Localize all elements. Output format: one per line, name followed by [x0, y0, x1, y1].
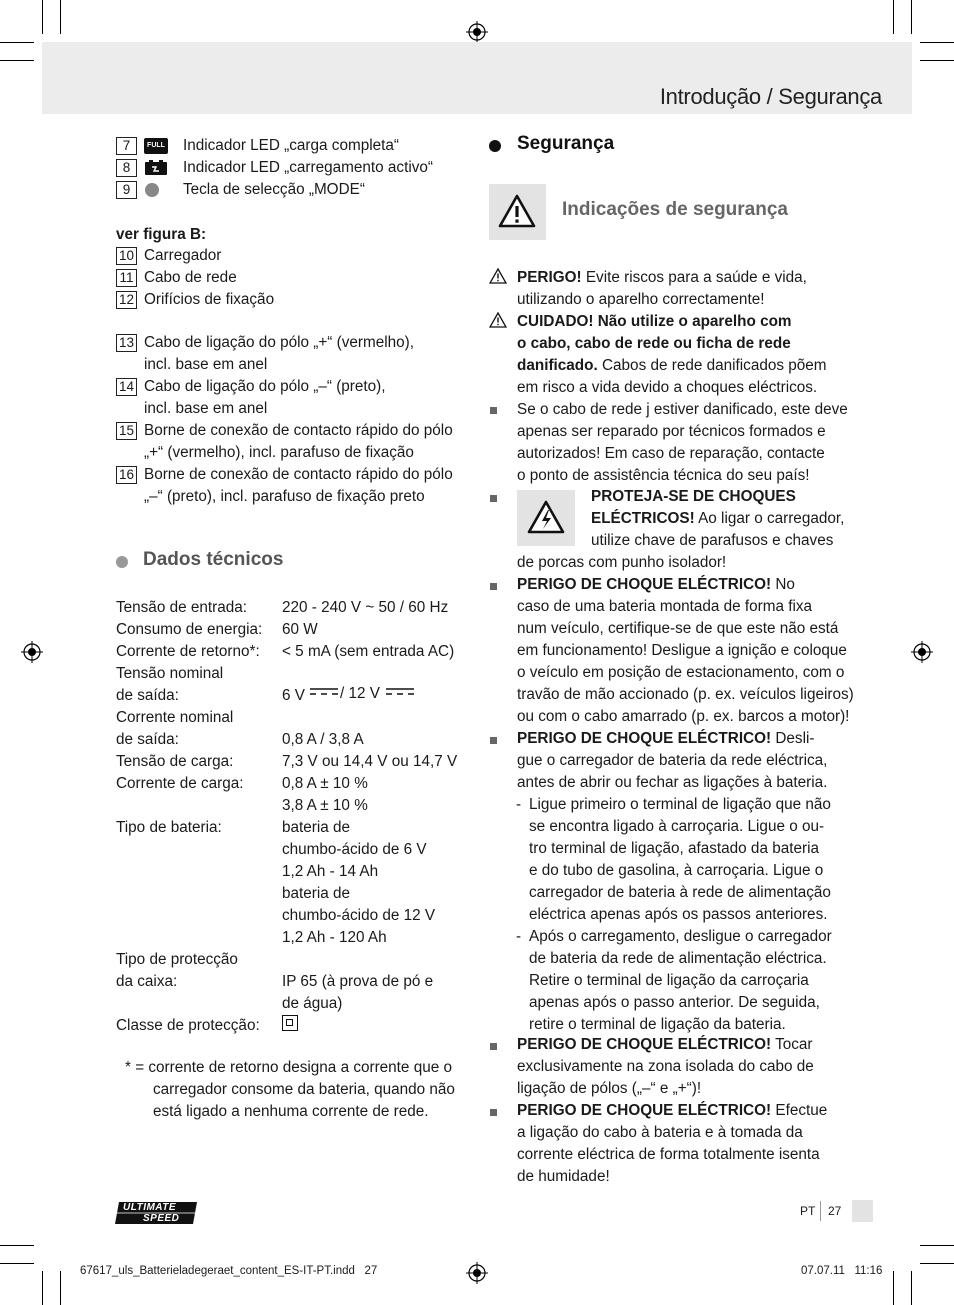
body-line: Ligue primeiro o terminal de ligação que não — [529, 796, 831, 813]
item-text: Carregador — [144, 247, 222, 264]
spec-label: da caixa: — [116, 973, 178, 990]
footnote: * = corrente de retorno designa a corrente que o — [125, 1059, 452, 1076]
body-line: Retire o terminal de ligação da carroçaria — [529, 972, 809, 989]
choque-bold: PERIGO DE CHOQUE ELÉCTRICO! — [517, 1036, 772, 1053]
cuidado-bold: danificado. — [517, 357, 598, 374]
item-text: Cabo de ligação do pólo „–“ (preto), — [144, 378, 386, 395]
warning-triangle-icon — [497, 193, 537, 229]
spec-label: Tensão de entrada: — [116, 599, 247, 616]
spec-label: Tipo de protecção — [116, 951, 238, 968]
output-12v: / 12 V — [340, 685, 380, 702]
spec-label: Corrente de carga: — [116, 775, 244, 792]
spec-label: Consumo de energia: — [116, 621, 263, 638]
choque-heading — [517, 1100, 827, 1122]
spec-label: Corrente de retorno*: — [116, 643, 260, 660]
item-number: 12 — [116, 291, 137, 309]
spec-value: chumbo-ácido de 12 V — [282, 907, 436, 924]
body-line: ligação de pólos („–“ e „+“)! — [517, 1080, 702, 1097]
item-number: 9 — [116, 181, 137, 199]
choque-tail: Efectue — [771, 1102, 828, 1119]
body-line: travão de mão accionado (p. ex. veículos ligeiros) — [517, 686, 854, 703]
body-line: carregador de bateria à rede de alimentação — [529, 884, 831, 901]
crop-mark — [42, 0, 43, 34]
item-text: Cabo de rede — [144, 269, 237, 286]
legend-text: Indicador LED „carregamento activo“ — [183, 159, 433, 176]
legend-text: Tecla de selecção „MODE“ — [183, 181, 365, 198]
item-number: 16 — [116, 466, 137, 484]
dc-symbol-icon — [386, 687, 414, 697]
body-line: de bateria da rede de alimentação eléctrica. — [529, 950, 827, 967]
full-led-icon: FULL — [144, 138, 168, 154]
cuidado-text: Cabos de rede danificados põem — [597, 357, 827, 374]
body-line: Após o carregamento, desligue o carregador — [529, 928, 832, 945]
item-text: „–“ (preto), incl. parafuso de fixação preto — [144, 488, 425, 505]
spec-label: de saída: — [116, 731, 179, 748]
spec-value: 3,8 A ± 10 % — [282, 797, 368, 814]
body-line: em funcionamento! Desligue a ignição e coloque — [517, 642, 847, 659]
protection-class-icon — [282, 1015, 298, 1031]
body-line: apenas ser reparado por técnicos formados e — [517, 423, 826, 440]
item-text: Cabo de ligação do pólo „+“ (vermelho), — [144, 334, 414, 351]
perigo-line — [517, 267, 807, 289]
choque-bold: PERIGO DE CHOQUE ELÉCTRICO! — [517, 576, 772, 593]
mode-button-icon — [145, 183, 159, 197]
item-text: Borne de conexão de contacto rápido do pólo — [144, 466, 453, 483]
body-line: caso de uma bateria montada de forma fixa — [517, 598, 813, 615]
spec-value: 0,8 A / 3,8 A — [282, 731, 364, 748]
choque-heading — [517, 574, 795, 596]
crop-mark — [920, 42, 954, 43]
crop-mark — [920, 60, 954, 61]
list-bullet-icon — [490, 495, 497, 502]
spec-value: 1,2 Ah - 14 Ah — [282, 863, 379, 880]
body-line: a ligação do cabo à bateria e à tomada da — [517, 1124, 803, 1141]
crop-mark — [0, 42, 34, 43]
spec-value: 7,3 V ou 14,4 V ou 14,7 V — [282, 753, 458, 770]
choque-tail: Tocar — [771, 1036, 813, 1053]
perigo-text: Evite riscos para a saúde e vida, — [581, 269, 807, 286]
proteja-line — [591, 508, 844, 530]
item-text: „+“ (vermelho), incl. parafuso de fixação — [144, 444, 414, 461]
spec-value: chumbo-ácido de 6 V — [282, 841, 427, 858]
spec-value: 1,2 Ah - 120 Ah — [282, 929, 387, 946]
body-line: eléctrica apenas após os passos anteriores. — [529, 906, 828, 923]
body-line: o ponto de assistência técnica do seu país! — [517, 467, 810, 484]
registration-mark-icon — [21, 641, 43, 663]
crop-mark — [0, 60, 34, 61]
crop-mark — [0, 1245, 34, 1246]
list-bullet-icon — [490, 1109, 497, 1116]
body-line: exclusivamente na zona isolada do cabo de — [517, 1058, 814, 1075]
sub-list-dash: - — [516, 796, 522, 813]
spec-value: 6 V — [282, 687, 305, 704]
crop-mark — [60, 1271, 61, 1305]
perigo-label: PERIGO! — [517, 269, 582, 286]
item-number: 10 — [116, 247, 137, 265]
choque-tail: Desli- — [771, 730, 815, 747]
list-bullet-icon — [490, 737, 497, 744]
proteja-bold: ELÉCTRICOS! — [591, 510, 695, 527]
charging-led-icon — [144, 159, 168, 177]
body-line: antes de abrir ou fechar as ligações à bateria. — [517, 774, 828, 791]
spec-value: 60 W — [282, 621, 318, 638]
perigo-line: utilizando o aparelho correctamente! — [517, 291, 765, 308]
footer-divider — [820, 1201, 821, 1221]
sub-list-dash: - — [516, 928, 522, 945]
crop-mark — [893, 0, 894, 34]
body-line: de humidade! — [517, 1168, 610, 1185]
choque-heading — [517, 1034, 813, 1056]
item-text: incl. base em anel — [144, 356, 268, 373]
crop-mark — [60, 0, 61, 34]
body-line: se encontra ligado à carroçaria. Ligue o ou- — [529, 818, 825, 835]
spec-value: IP 65 (à prova de pó e — [282, 973, 434, 990]
body-line: e do tubo de gasolina, à carroçaria. Ligue o — [529, 862, 824, 879]
registration-mark-icon — [911, 641, 933, 663]
choque-bold: PERIGO DE CHOQUE ELÉCTRICO! — [517, 730, 772, 747]
body-line: Se o cabo de rede j estiver danificado, este deve — [517, 401, 848, 418]
body-line: tro terminal de ligação, afastado da bateria — [529, 840, 819, 857]
crop-mark — [0, 1263, 34, 1264]
footnote: carregador consome da bateria, quando não — [153, 1081, 455, 1098]
spec-value: bateria de — [282, 885, 351, 902]
body-line: ou com o cabo amarrado (p. ex. barcos a motor)! — [517, 708, 850, 725]
spec-value: 0,8 A ± 10 % — [282, 775, 368, 792]
body-line: o veículo em posição de estacionamento, com o — [517, 664, 845, 681]
crop-mark — [911, 1271, 912, 1305]
item-text: Borne de conexão de contacto rápido do pólo — [144, 422, 453, 439]
item-text: incl. base em anel — [144, 400, 268, 417]
crop-mark — [893, 1271, 894, 1305]
item-number: 11 — [116, 269, 137, 287]
body-line: autorizados! Em caso de reparação, contacte — [517, 445, 825, 462]
cuidado-line: o cabo, cabo de rede ou ficha de rede — [517, 335, 791, 352]
proteja-text: Ao ligar o carregador, — [694, 510, 845, 527]
section-bullet-icon — [489, 140, 501, 152]
warning-triangle-icon — [489, 312, 507, 328]
legend-text: Indicador LED „carga completa“ — [183, 137, 399, 154]
choque-tail: No — [771, 576, 795, 593]
body-line: apenas após o passo anterior. De seguida, — [529, 994, 820, 1011]
item-number: 15 — [116, 422, 137, 440]
spec-label: Corrente nominal — [116, 709, 234, 726]
figure-b-heading: ver figura B: — [116, 226, 207, 243]
crop-mark — [920, 1263, 954, 1264]
registration-mark-icon — [466, 21, 488, 43]
spec-value: < 5 mA (sem entrada AC) — [282, 643, 455, 660]
spec-label: Tensão nominal — [116, 665, 224, 682]
page-tab — [852, 1200, 873, 1222]
electric-shock-warning-icon — [526, 499, 566, 535]
page-title: Introdução / Segurança — [659, 84, 882, 109]
proteja-line: PROTEJA-SE DE CHOQUES — [591, 488, 796, 505]
list-bullet-icon — [490, 583, 497, 590]
crop-mark — [911, 0, 912, 34]
language-code: PT — [800, 1204, 816, 1218]
proteja-line: de porcas com punho isolador! — [517, 554, 727, 571]
choque-bold: PERIGO DE CHOQUE ELÉCTRICO! — [517, 1102, 772, 1119]
print-date: 07.07.11 11:16 — [801, 1265, 883, 1277]
item-number: 13 — [116, 334, 137, 352]
sub-heading: Indicações de segurança — [562, 199, 788, 220]
crop-mark — [42, 1271, 43, 1305]
body-line: corrente eléctrica de forma totalmente isenta — [517, 1146, 820, 1163]
list-bullet-icon — [490, 407, 497, 414]
item-number: 8 — [116, 159, 137, 177]
warning-triangle-icon — [489, 268, 507, 284]
logo-text-bottom: SPEED — [143, 1213, 180, 1224]
spec-value: de água) — [282, 995, 343, 1012]
section-heading: Dados técnicos — [143, 549, 284, 570]
registration-mark-icon — [466, 1262, 488, 1284]
body-line: gue o carregador de bateria da rede eléctrica, — [517, 752, 828, 769]
proteja-line: utilize chave de parafusos e chaves — [591, 532, 834, 549]
footnote: está ligado a nenhuma corrente de rede. — [153, 1103, 429, 1120]
print-file-info: 67617_uls_Batterieladegeraet_content_ES-IT-PT.indd 27 — [80, 1265, 378, 1277]
spec-value: bateria de — [282, 819, 351, 836]
logo-text-top: ULTIMATE — [123, 1202, 177, 1213]
section-heading: Segurança — [517, 133, 615, 154]
brand-logo — [115, 1199, 201, 1227]
cuidado-line: em risco a vida devido a choques eléctricos. — [517, 379, 818, 396]
item-number: 7 — [116, 137, 137, 155]
spec-label: de saída: — [116, 687, 179, 704]
list-bullet-icon — [490, 1043, 497, 1050]
item-number: 14 — [116, 378, 137, 396]
page-number: 27 — [828, 1204, 842, 1218]
choque-heading — [517, 728, 814, 750]
spec-label: Tipo de bateria: — [116, 819, 222, 836]
cuidado-line — [517, 355, 827, 377]
cuidado-line: CUIDADO! Não utilize o aparelho com — [517, 313, 792, 330]
spec-value: 220 - 240 V ~ 50 / 60 Hz — [282, 599, 449, 616]
crop-mark — [920, 1245, 954, 1246]
section-bullet-icon — [116, 556, 128, 568]
body-line: retire o terminal de ligação da bateria. — [529, 1016, 786, 1033]
spec-label: Tensão de carga: — [116, 753, 234, 770]
item-text: Orifícios de fixação — [144, 291, 275, 308]
dc-symbol-icon — [310, 687, 338, 697]
spec-label: Classe de protecção: — [116, 1017, 260, 1034]
body-line: num veículo, certifique-se de que este não está — [517, 620, 839, 637]
